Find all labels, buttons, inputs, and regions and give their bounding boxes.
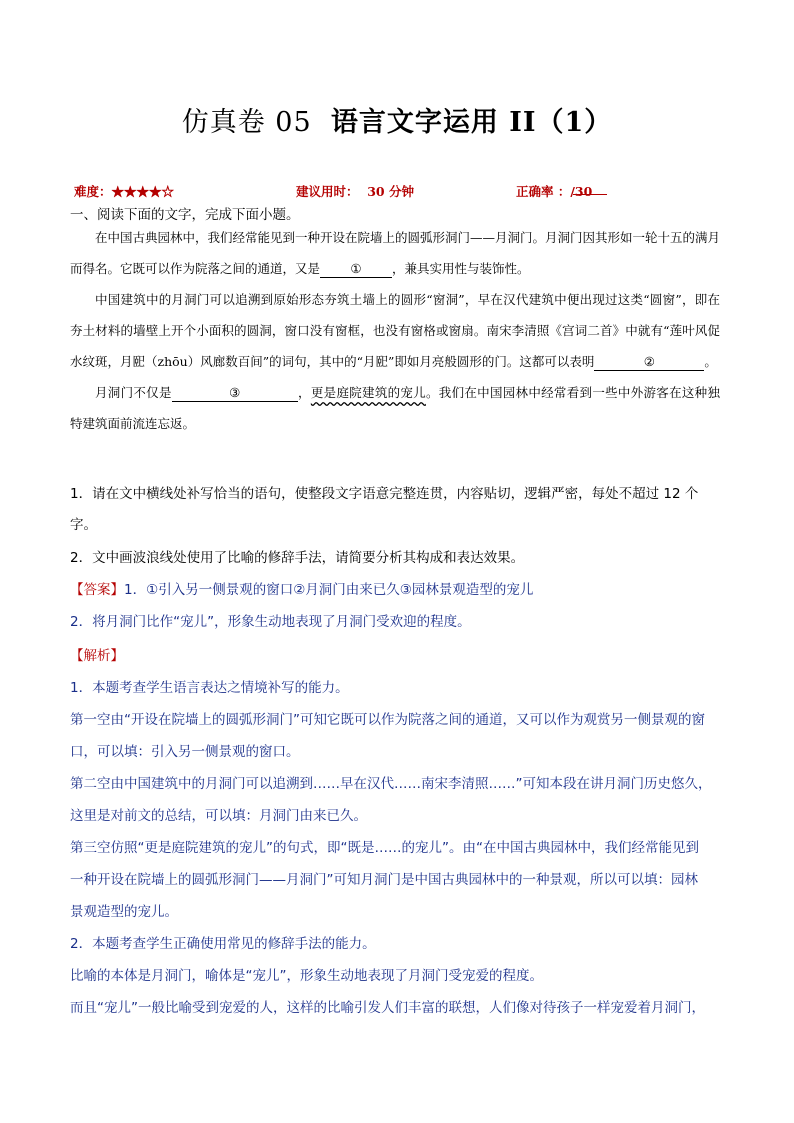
analysis-line: 2．本题考查学生正确使用常见的修辞手法的能力。 xyxy=(70,936,376,952)
accuracy-total: /30 xyxy=(570,184,593,199)
passage-text: 。 xyxy=(704,354,717,369)
answer-text-1: 1．①引入另一侧景观的窗口②月洞门由来已久③园林景观造型的宠儿 xyxy=(124,582,534,598)
analysis-line: 1．本题考查学生语言表达之情境补写的能力。 xyxy=(70,680,349,696)
passage-paragraph-3 xyxy=(70,377,720,439)
question-1-line-1: 1．请在文中横线处补写恰当的语句，使整段文字语意完整连贯，内容贴切，逻辑严密，每处不超过 12 个 xyxy=(70,486,699,502)
analysis-label: 【解析】 xyxy=(70,648,124,664)
accuracy xyxy=(516,182,592,200)
reading-passage xyxy=(70,222,720,439)
wavy-underlined-text: 更是庭院建筑的宠儿 xyxy=(310,385,426,400)
answer-line-2: 2．将月洞门比作“宠儿”，形象生动地表现了月洞门受欢迎的程度。 xyxy=(70,614,471,630)
passage-text: ， xyxy=(297,385,311,400)
passage-text: ，兼具实用性与装饰性。 xyxy=(392,261,530,276)
questions-and-answers xyxy=(70,482,730,1042)
analysis-line: 第一空由“开设在院墙上的圆弧形洞门”可知它既可以作为院落之间的通道，又可以作为观赏另一侧景观的窗 xyxy=(70,712,705,728)
question-2: 2．文中画波浪线处使用了比喻的修辞手法，请简要分析其构成和表达效果。 xyxy=(70,550,525,566)
blank-2: ② xyxy=(594,354,704,371)
section-heading: 一、阅读下面的文字，完成下面小题。 xyxy=(70,207,300,223)
meta-bar xyxy=(74,182,734,200)
suggested-time xyxy=(296,182,414,200)
answer-line-1 xyxy=(70,578,533,598)
page-title xyxy=(0,100,794,139)
blank-1: ① xyxy=(320,261,392,278)
title-prefix: 仿真卷 05 xyxy=(181,107,312,138)
passage-text: 。我们在中国园林中经常看到一些中外游客在这种独特建筑面前流连忘返。 xyxy=(70,385,720,431)
accuracy-blank xyxy=(573,182,607,195)
difficulty-stars: ★★★★☆ xyxy=(111,184,175,199)
analysis-line: 第三空仿照“更是庭院建筑的宠儿”的句式，即“既是……的宠儿”。由“在中国古典园林中，我们经常能见到 xyxy=(70,840,699,856)
difficulty-label: 难度： xyxy=(74,184,112,199)
analysis-line: 第二空由中国建筑中的月洞门可以追溯到……早在汉代……南宋李清照……”可知本段在讲月洞门历史悠久， xyxy=(70,776,712,792)
passage-paragraph-2 xyxy=(70,284,720,377)
analysis-line: 而且“宠儿”一般比喻受到宠爱的人，这样的比喻引发人们丰富的联想，人们像对待孩子一样宠爱着月洞门， xyxy=(70,1000,705,1016)
difficulty xyxy=(74,182,174,200)
question-1-line-2: 字。 xyxy=(70,517,97,533)
accuracy-label: 正确率 ： xyxy=(516,184,571,199)
analysis-line: 口，可以填：引入另一侧景观的窗口。 xyxy=(70,744,300,760)
analysis-line: 这里是对前文的总结，可以填：月洞门由来已久。 xyxy=(70,808,367,824)
passage-text: 中国建筑中的月洞门可以追溯到原始形态夯筑土墙上的圆形“窗洞”，早在汉代建筑中便出现过这类“圆窗”，即在夯土材料的墙壁上开个小面积的圆洞，窗口没有窗框，也没有窗格或窗扇。南宋李清照《宫词二首》中就有“莲叶风促水纹斑，月巸（zhōu）风廊数百间”的词句，其中的“月巸”即如月亮般圆形的门。这都可以表明 xyxy=(70,292,720,369)
passage-text: 在中国古典园林中，我们经常能见到一种开设在院墙上的圆弧形洞门——月洞门。月洞门因其形如一轮十五的满月而得名。它既可以作为院落之间的通道，又是 xyxy=(70,230,721,276)
analysis-line: 比喻的本体是月洞门，喻体是“宠儿”，形象生动地表现了月洞门受宠爱的程度。 xyxy=(70,968,543,984)
passage-paragraph-1 xyxy=(70,222,720,284)
analysis-line: 一种开设在院墙上的圆弧形洞门——月洞门”可知月洞门是中国古典园林中的一种景观，所以可以填：园林 xyxy=(70,872,698,888)
time-label: 建议用时： xyxy=(296,184,359,199)
answer-label: 【答案】 xyxy=(70,582,124,598)
title-main: 语言文字运用 II（1） xyxy=(330,107,613,138)
analysis-line: 景观造型的宠儿。 xyxy=(70,904,178,920)
passage-text: 月洞门不仅是 xyxy=(95,385,172,400)
time-value: 30 分钟 xyxy=(367,184,414,199)
blank-3: ③ xyxy=(172,385,298,402)
